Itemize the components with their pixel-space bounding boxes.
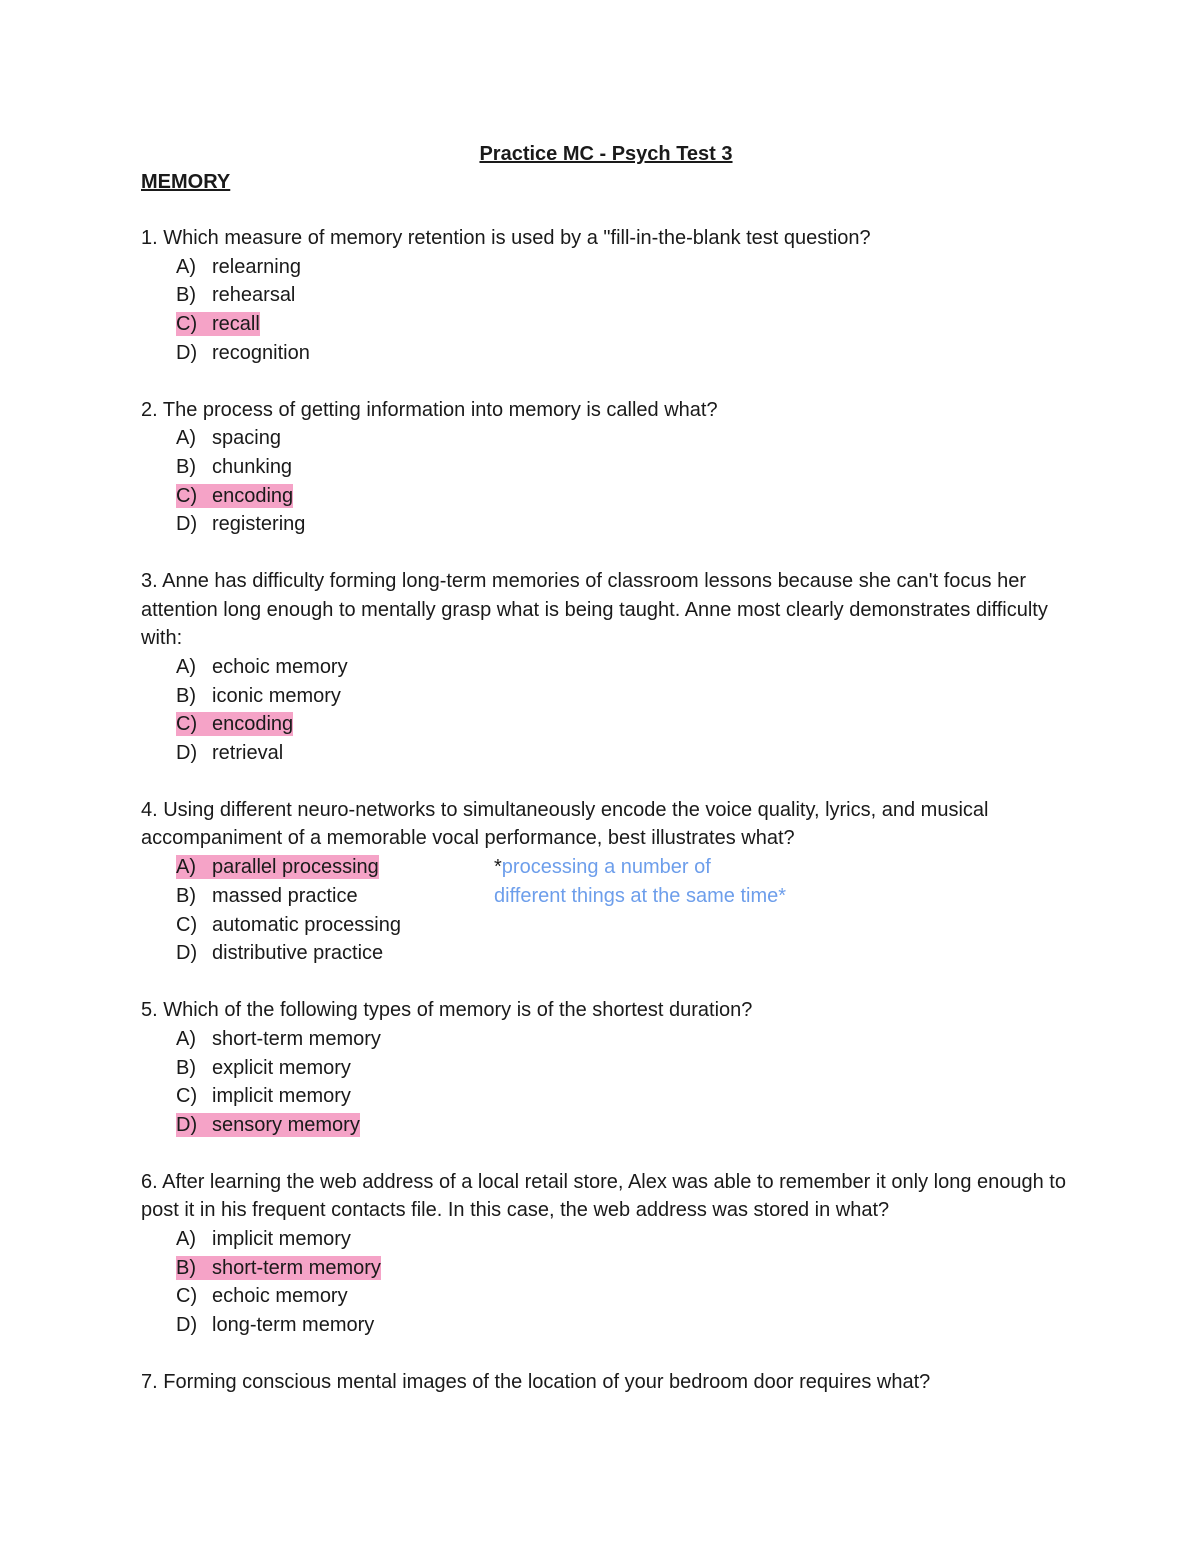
question-text: 7. Forming conscious mental images of the location of your bedroom door requires what? xyxy=(141,1370,931,1393)
option-text: short-term memory xyxy=(212,1027,381,1050)
option-letter: D) xyxy=(176,741,198,764)
section-heading: MEMORY xyxy=(141,171,231,193)
option-letter: A) xyxy=(176,1027,196,1050)
question-3 xyxy=(141,567,1071,767)
option-text: retrieval xyxy=(212,741,284,764)
option-letter: B) xyxy=(176,884,196,907)
option-letter: D) xyxy=(176,341,198,364)
option-text: explicit memory xyxy=(212,1056,351,1079)
option-letter: C) xyxy=(176,913,198,936)
answer-highlight xyxy=(176,312,260,336)
option-text: echoic memory xyxy=(212,1285,348,1308)
option-letter: D) xyxy=(176,513,198,536)
question-5 xyxy=(141,996,1071,1139)
answer-options xyxy=(141,424,1071,538)
option-a xyxy=(176,1225,1071,1254)
option-text: sensory memory xyxy=(212,1113,360,1136)
option-text: parallel processing xyxy=(212,856,379,879)
option-text: echoic memory xyxy=(212,656,348,679)
option-text: massed practice xyxy=(212,884,358,907)
option-b xyxy=(176,1053,1071,1082)
option-d xyxy=(176,338,1071,367)
option-text: recognition xyxy=(212,341,310,364)
option-text: automatic processing xyxy=(212,913,401,936)
option-b xyxy=(176,281,1071,310)
question-text: 1. Which measure of memory retention is used by a "fill-in-the-blank test question? xyxy=(141,227,871,249)
answer-options xyxy=(141,253,1071,367)
question-6 xyxy=(141,1168,1071,1340)
option-a-correct xyxy=(176,853,1071,882)
option-letter: B) xyxy=(176,284,196,307)
option-d xyxy=(176,939,1071,968)
option-letter: A) xyxy=(176,1228,196,1251)
option-text: chunking xyxy=(212,456,293,479)
option-c xyxy=(176,1082,1071,1111)
option-letter: A) xyxy=(176,656,196,679)
question-2 xyxy=(141,396,1071,539)
option-text: implicit memory xyxy=(212,1085,351,1108)
answer-note-line-2: different things at the same time* xyxy=(494,884,787,907)
option-c-correct xyxy=(176,710,1071,739)
option-d-correct xyxy=(176,1110,1071,1139)
question-text: 6. After learning the web address of a local retail store, Alex was able to remember it only long enough to post it in his frequent contacts file. In this case, the web address was stored in what? xyxy=(141,1170,1066,1222)
option-c xyxy=(176,1282,1071,1311)
answer-note-line-1 xyxy=(494,853,711,882)
question-4 xyxy=(141,796,1071,968)
option-b-correct xyxy=(176,1253,1071,1282)
note-asterisk: * xyxy=(494,856,502,879)
option-letter: A) xyxy=(176,255,196,278)
question-7 xyxy=(141,1368,1071,1397)
option-a xyxy=(176,653,1071,682)
option-letter: B) xyxy=(176,1056,196,1079)
option-text: encoding xyxy=(212,484,294,507)
option-b xyxy=(176,682,1071,711)
answer-highlight xyxy=(176,855,379,879)
question-text: 2. The process of getting information into memory is called what? xyxy=(141,398,718,421)
option-letter: D) xyxy=(176,1113,198,1136)
answer-options xyxy=(141,1025,1071,1139)
option-text: implicit memory xyxy=(212,1228,351,1251)
option-letter: B) xyxy=(176,456,196,479)
answer-options xyxy=(141,853,1071,967)
option-letter: C) xyxy=(176,313,198,336)
option-text: recall xyxy=(212,313,260,336)
option-b xyxy=(176,453,1071,482)
answer-highlight xyxy=(176,1113,360,1137)
note-text: processing a number of xyxy=(501,856,711,879)
option-text: relearning xyxy=(212,255,301,278)
option-c-correct xyxy=(176,481,1071,510)
option-letter: A) xyxy=(176,856,196,879)
option-text: rehearsal xyxy=(212,284,296,307)
option-letter: C) xyxy=(176,1085,198,1108)
option-text: encoding xyxy=(212,713,294,736)
option-text: spacing xyxy=(212,427,281,450)
option-d xyxy=(176,510,1071,539)
option-text: iconic memory xyxy=(212,684,341,707)
option-a xyxy=(176,424,1071,453)
option-text: long-term memory xyxy=(212,1313,375,1336)
option-d xyxy=(176,739,1071,768)
option-d xyxy=(176,1311,1071,1340)
option-c xyxy=(176,910,1071,939)
option-a xyxy=(176,1025,1071,1054)
question-1 xyxy=(141,224,1071,367)
answer-highlight xyxy=(176,712,293,736)
question-text: 5. Which of the following types of memory is of the shortest duration? xyxy=(141,999,753,1022)
option-letter: A) xyxy=(176,427,196,450)
option-letter: B) xyxy=(176,1256,196,1279)
option-a xyxy=(176,253,1071,282)
answer-options xyxy=(141,1225,1071,1339)
option-letter: B) xyxy=(176,684,196,707)
option-letter: C) xyxy=(176,484,198,507)
option-letter: C) xyxy=(176,1285,198,1308)
option-letter: D) xyxy=(176,942,198,965)
question-text: 3. Anne has difficulty forming long-term memories of classroom lessons because she can't focus her attention long enough to mentally grasp what is being taught. Anne most clearly demonstrates difficulty with: xyxy=(141,570,1048,650)
option-c-correct xyxy=(176,310,1071,339)
option-b xyxy=(176,882,1071,911)
question-text: 4. Using different neuro-networks to simultaneously encode the voice quality, lyrics, and musical accompaniment of a memorable vocal performance, best illustrates what? xyxy=(141,798,989,850)
option-text: short-term memory xyxy=(212,1256,381,1279)
answer-highlight xyxy=(176,484,293,508)
option-letter: D) xyxy=(176,1313,198,1336)
document-title: Practice MC - Psych Test 3 xyxy=(479,143,733,165)
option-text: distributive practice xyxy=(212,942,384,965)
document-page xyxy=(141,140,1071,1425)
option-letter: C) xyxy=(176,713,198,736)
answer-options xyxy=(141,653,1071,767)
option-text: registering xyxy=(212,513,306,536)
answer-highlight xyxy=(176,1256,381,1280)
